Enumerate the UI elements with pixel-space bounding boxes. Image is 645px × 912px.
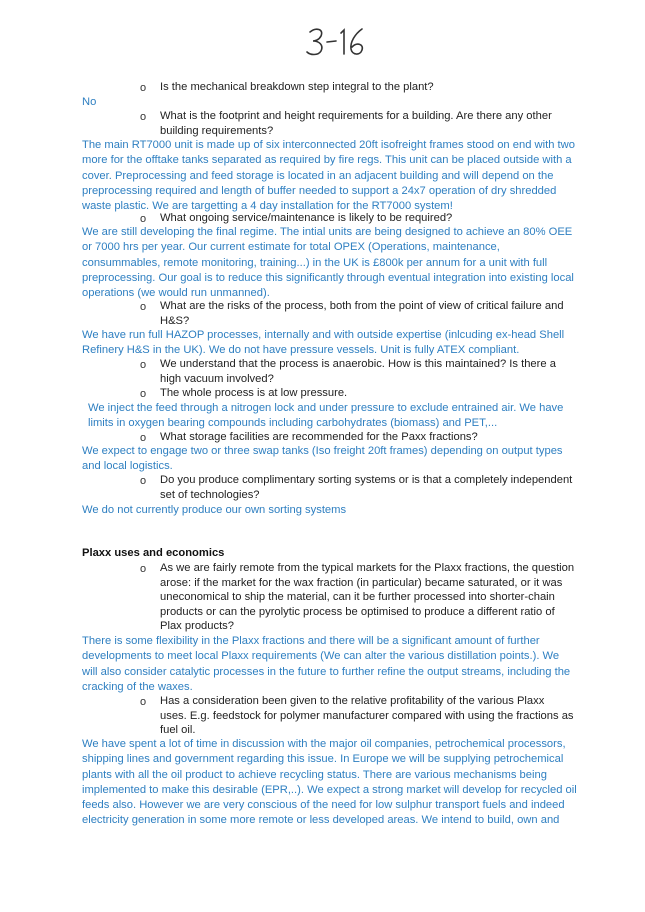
question-line: Is the mechanical breakdown step integral to the plant? (160, 81, 434, 93)
answer-line: limits in oxygen bearing compounds including carbohydrates (biomass) and PET,... (88, 417, 498, 430)
question (160, 694, 580, 738)
question-line: What are the risks of the process, both from the point of view of critical failure and (160, 300, 564, 312)
answer (82, 225, 574, 301)
heading-line: Plaxx uses and economics (82, 547, 225, 559)
answer-line: cracking of the waxes. (82, 680, 193, 693)
answer (88, 401, 576, 432)
answer-line: Refinery H&S in the UK). We do not have pressure vessels. Unit is fully ATEX compliant. (82, 344, 520, 357)
answer-line: shipping lines and government regarding this issue. In Europe we will be supplying petrochemical (82, 753, 564, 766)
question-line: building requirements? (160, 124, 274, 137)
handwritten-page-number (300, 24, 380, 60)
answer-line: The main RT7000 unit is made up of six interconnected 20ft isofreight frames stood on end with two (82, 139, 575, 151)
answer-line: preprocessing required and length of buffer needed to support a 24x7 operation of dry shredded (82, 184, 557, 197)
bullet: o (140, 696, 147, 708)
answer-line: or 7000 hrs per year. Our current estimate for total OPEX (Operations, maintenance, (82, 241, 500, 254)
answer (82, 95, 570, 110)
question-line: What ongoing service/maintenance is likely to be required? (160, 212, 453, 224)
bullet: o (140, 213, 147, 225)
bullet: o (140, 359, 147, 371)
question (160, 386, 580, 401)
question-line: The whole process is at low pressure. (160, 387, 348, 399)
question (160, 299, 580, 328)
question-line: What is the footprint and height requirements for a building. Are there any other (160, 110, 552, 122)
answer-line: We have spent a lot of time in discussion with the major oil companies, petrochemical processors, (82, 738, 566, 750)
answer-line: will also consider catalytic processes in the future to further refine the output streams, including the (82, 665, 571, 678)
question (160, 80, 580, 95)
question-line: H&S? (160, 314, 190, 327)
answer-line: electricity generation in some more remote or less developed areas. We intend to build, own and (82, 814, 560, 827)
answer-line: implemented to make this desirable (EPR,..). We expect a strong market will develop for recycled oil (82, 783, 577, 796)
answer-line: and local logistics. (82, 460, 173, 473)
bullet: o (140, 301, 147, 313)
question (160, 109, 580, 138)
question-line: Has a consideration been given to the relative profitability of the various Plaxx (160, 695, 545, 707)
answer-line: We have run full HAZOP processes, internally and with outside expertise (inlcuding ex-head Shell (82, 329, 565, 341)
answer (82, 444, 570, 475)
answer-line: plants with all the oil product to achieve recycling status. There are various mechanisms being (82, 768, 547, 781)
answer-line: consummables, remote monitoring, training...) in the UK is £800k per annum for a unit with full (82, 256, 548, 269)
answer-line: We do not currently produce our own sorting systems (82, 504, 347, 516)
question-line: We understand that the process is anaerobic. How is this maintained? Is there a (160, 358, 556, 370)
answer-line: preprocessing. Our goal is to reduce this significantly through eventual integration into existing local (82, 271, 574, 284)
question (160, 211, 580, 226)
bullet: o (140, 388, 147, 400)
question (160, 473, 580, 502)
question-line: Plax products? (160, 620, 235, 633)
answer-line: operations (we would run unmanned). (82, 287, 270, 300)
question-line: uses. E.g. feedstock for polymer manufacturer compared with using the fractions as (160, 709, 574, 722)
question-line: fuel oil. (160, 724, 196, 737)
answer (82, 138, 575, 214)
question-line: arose: if the market for the wax fraction (in particular) became saturated, or it was (160, 576, 563, 589)
bullet: o (140, 82, 147, 94)
answer-line: No (82, 96, 97, 108)
question (160, 430, 580, 445)
answer (82, 328, 570, 359)
answer (82, 503, 570, 518)
question-line: uneconomical to ship the material, can it be further processed into shorter-chain (160, 591, 555, 604)
bullet: o (140, 432, 147, 444)
bullet: o (140, 111, 147, 123)
question-line: What storage facilities are recommended for the Paxx fractions? (160, 431, 478, 443)
answer-line: We expect to engage two or three swap tanks (Iso freight 20ft frames) depending on output types (82, 445, 563, 457)
bullet: o (140, 563, 147, 575)
answer-line: waste plastic. We are targetting a 4 day installation for the RT7000 system! (82, 200, 453, 213)
answer-line: We inject the feed through a nitrogen lock and under pressure to exclude entrained air. We have (88, 402, 564, 414)
section-heading (82, 547, 224, 559)
answer-line: feeds also. However we are very conscious of the need for low sulphur transport fuels and indeed (82, 799, 565, 812)
answer-line: developments to meet local Plaxx requirements (We can alter the various distillation points.). We (82, 650, 560, 663)
answer (82, 634, 570, 695)
question (160, 357, 580, 386)
answer-line: more for the offtake tanks separated as required by fire regs. This unit can be placed outside with a (82, 154, 572, 167)
answer (82, 737, 577, 829)
question (160, 561, 580, 634)
question-line: high vacuum involved? (160, 372, 274, 385)
answer-line: We are still developing the final regime. The intial units are being designed to achieve an 80% OEE (82, 226, 573, 238)
question-line: set of technologies? (160, 488, 260, 501)
answer-line: cover. Preprocessing and feed storage is located in an adjacent building and will depend on the (82, 169, 554, 182)
answer-line: There is some flexibility in the Plaxx fractions and there will be a significant amount of further (82, 635, 540, 647)
bullet: o (140, 475, 147, 487)
question-line: Do you produce complimentary sorting systems or is that a completely independent (160, 474, 573, 486)
question-line: products or can the pyrolytic process be optimised to produce a different ratio of (160, 605, 555, 618)
question-line: As we are fairly remote from the typical markets for the Plaxx fractions, the question (160, 562, 575, 574)
